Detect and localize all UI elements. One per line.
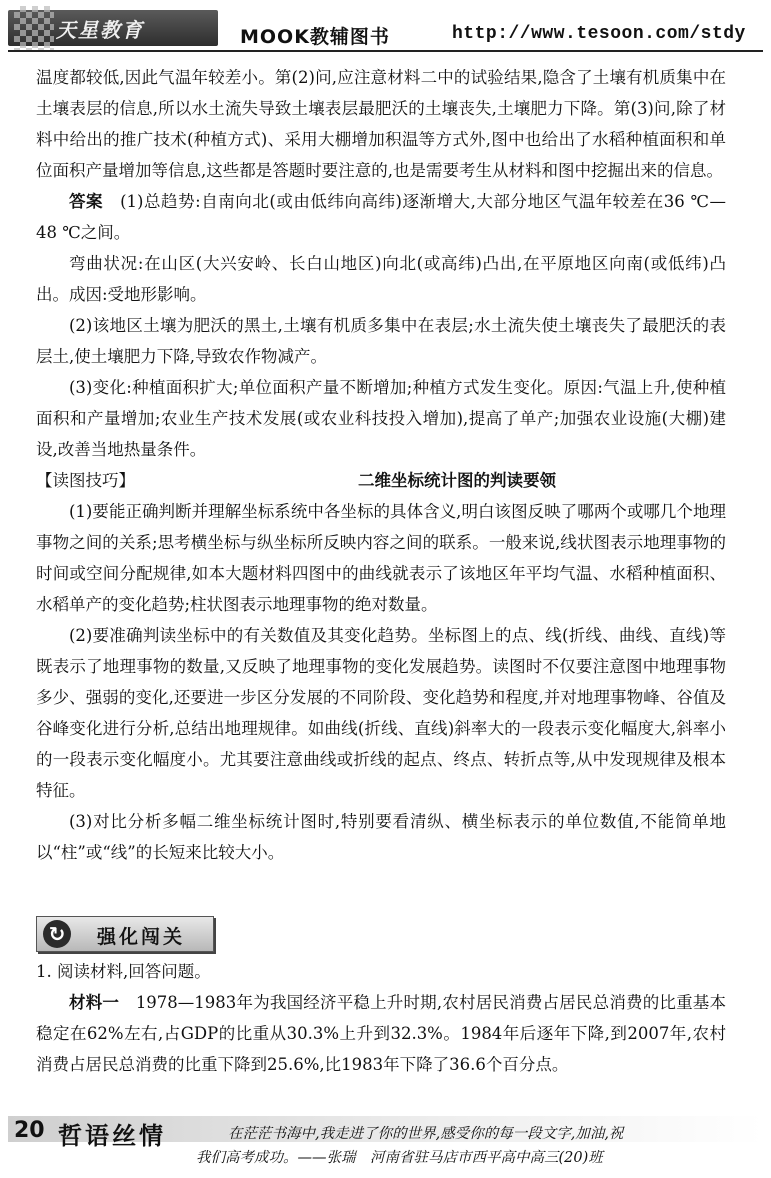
main-content: [36, 62, 726, 868]
answer-1-text: (1)总趋势:自南向北(或由低纬向高纬)逐渐增大,大部分地区气温年较差在36 ℃—48 ℃之间。: [36, 192, 727, 242]
header-title: MOOK教辅图书: [240, 26, 390, 48]
header-pattern: [14, 6, 54, 50]
footer-quote: [196, 1122, 736, 1170]
header-url: http://www.tesoon.com/stdy: [452, 24, 746, 44]
answer-label: 答案: [69, 192, 104, 211]
answer-1b: 弯曲状况:在山区(大兴安岭、长白山地区)向北(或高纬)凸出,在平原地区向南(或低纬)凸出。成因:受地形影响。: [36, 254, 726, 304]
header-divider: [8, 50, 763, 52]
answer-2: (2)该地区土壤为肥沃的黑土,土壤有机质多集中在表层;水土流失使土壤丧失了最肥沃的表层土,使土壤肥力下降,导致农作物减产。: [36, 316, 726, 366]
header-logo: 天星教育: [56, 18, 144, 42]
tip-2: (2)要准确判读坐标中的有关数值及其变化趋势。坐标图上的点、线(折线、曲线、直线)等既表示了地理事物的数量,又反映了地理事物的变化发展趋势。读图时不仅要注意图中地理事物多少、强弱的变化,还要进一步区分发展的不同阶段、变化趋势和程度,并对地理事物峰、谷值及谷峰变化进行分析,总结出地理规律。如曲线(折线、直线)斜率大的一段表示变化幅度大,斜率小的一段表示变化幅度小。尤其要注意曲线或折线的起点、终点、转折点等,从中发现规律及根本特征。: [36, 626, 726, 800]
material-text: 1978—1983年为我国经济平稳上升时期,农村居民消费占居民总消费的比重基本稳定在62%左右,占GDP的比重从30.3%上升到32.3%。1984年后逐年下降,到2007年,农村消费占居民总消费的比重下降到25.6%,比1983年下降了36.6个百分点。: [36, 993, 727, 1074]
footer-line-1: 在茫茫书海中,我走进了你的世界,感受你的每一段文字,加油,祝: [228, 1126, 624, 1142]
section-label: 强化闯关: [97, 926, 186, 948]
analysis-paragraph: 温度都较低,因此气温年较差小。第(2)问,应注意材料二中的试验结果,隐含了土壤有机质集中在土壤表层的信息,所以水土流失导致土壤表层最肥沃的土壤丧失,土壤肥力下降。第(3)问,除了材料中给出的推广技术(种植方式)、采用大棚增加积温等方式外,图中也给出了水稻种植面积和单位面积产量增加等信息,这些都是答题时要注意的,也是需要考生从材料和图中挖掘出来的信息。: [36, 68, 726, 180]
page-header: [0, 0, 771, 58]
question-1: 1. 阅读材料,回答问题。: [36, 962, 211, 981]
tip-3: (3)对比分析多幅二维坐标统计图时,特别要看清纵、横坐标表示的单位数值,不能简单地以“柱”或“线”的长短来比较大小。: [36, 812, 726, 862]
page-footer: [0, 1112, 771, 1178]
footer-line-2: 我们高考成功。——张瑞 河南省驻马店市西平高中高三(20)班: [196, 1150, 603, 1166]
tips-heading: [36, 465, 726, 496]
refresh-icon: ↻: [43, 920, 71, 948]
tip-1: (1)要能正确判断并理解坐标系统中各坐标的具体含义,明白该图反映了哪两个或哪几个地理事物之间的关系;思考横坐标与纵坐标所反映内容之间的联系。一般来说,线状图表示地理事物的时间或空间分配规律,如本大题材料四图中的曲线就表示了该地区年平均气温、水稻种植面积、水稻单产的变化趋势;柱状图表示地理事物的绝对数量。: [36, 502, 726, 614]
material-label: 材料一: [69, 993, 120, 1012]
question-block: [36, 956, 726, 1080]
material-1: [36, 987, 726, 1080]
tips-tag: 【读图技巧】: [36, 471, 135, 490]
answer-1: [36, 186, 726, 248]
answer-3: (3)变化:种植面积扩大;单位面积产量不断增加;种植方式发生变化。原因:气温上升,使种植面积和产量增加;农业生产技术发展(或农业科技投入增加),提高了单产;加强农业设施(大棚)建设,改善当地热量条件。: [36, 378, 726, 459]
section-banner: [36, 916, 214, 952]
footer-title: 哲语丝情: [58, 1122, 166, 1150]
tips-title: 二维坐标统计图的判读要领: [358, 471, 556, 490]
page-number: 20: [14, 1118, 45, 1143]
